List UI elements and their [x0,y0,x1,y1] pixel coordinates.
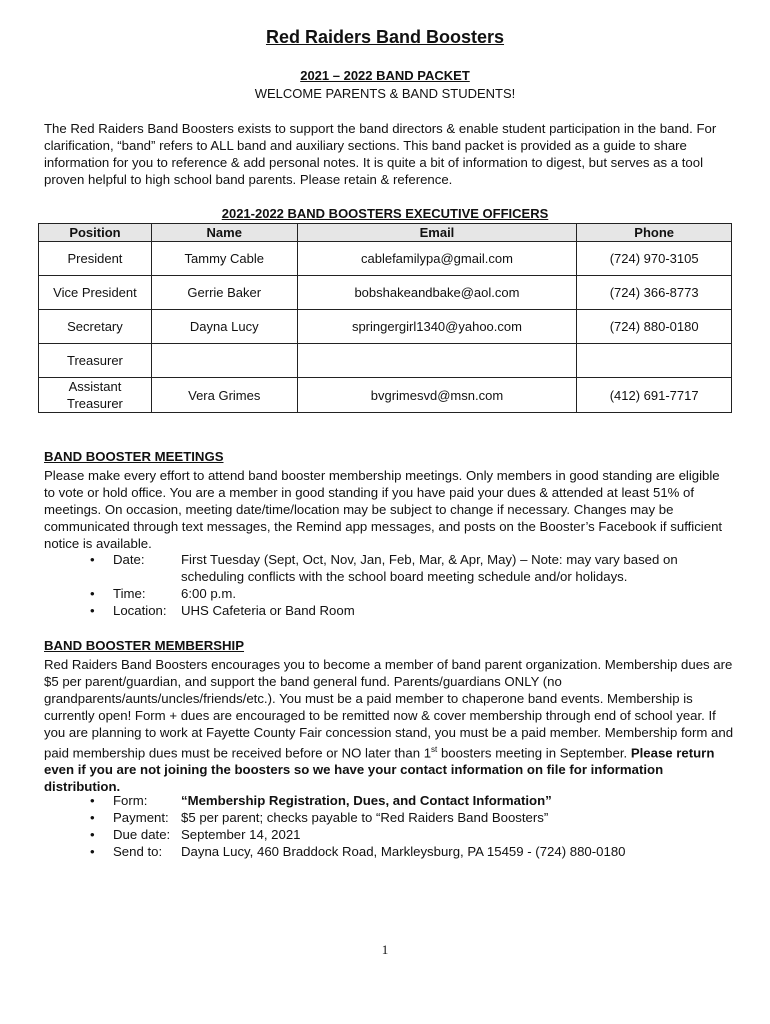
bullet-value: Dayna Lucy, 460 Braddock Road, Markleysburg, PA 15459 - (724) 880-0180 [181,844,626,859]
header-email: Email [297,224,577,242]
name-cell: Tammy Cable [151,242,297,276]
position-cell: Assistant Treasurer [39,378,152,413]
officers-table [38,223,732,413]
list-item [90,585,730,602]
name-cell [151,344,297,378]
bullet-label: Date: [113,552,145,567]
meetings-bullet-list [90,551,730,619]
membership-text-cont: boosters meeting in September. [437,745,631,761]
bullet-icon: • [90,844,95,859]
meetings-heading: BAND BOOSTER MEETINGS [44,449,224,464]
position-cell: Treasurer [39,344,152,378]
header-position: Position [39,224,152,242]
bullet-value: September 14, 2021 [181,827,301,842]
bullet-label: Location: [113,603,167,618]
packet-heading: 2021 – 2022 BAND PACKET [300,68,470,83]
bullet-value: “Membership Registration, Dues, and Contact Information” [181,793,552,808]
position-cell: President [39,242,152,276]
list-item [90,792,730,809]
email-cell [297,344,577,378]
email-cell: bobshakeandbake@aol.com [297,276,577,310]
bullet-label: Send to: [113,844,163,859]
bullet-icon: • [90,603,95,618]
header-name: Name [151,224,297,242]
table-row [39,310,732,344]
table-row [39,344,732,378]
name-cell: Vera Grimes [151,378,297,413]
bullet-value: 6:00 p.m. [181,586,236,601]
ordinal-suffix: st [431,745,438,754]
table-row [39,378,732,413]
bullet-value: First Tuesday (Sept, Oct, Nov, Jan, Feb, Mar, & Apr, May) – Note: may vary based on scheduling conflicts with the school board meeting schedule and/or holidays. [181,552,678,584]
phone-cell [577,344,732,378]
phone-cell: (412) 691-7717 [577,378,732,413]
phone-cell: (724) 366-8773 [577,276,732,310]
name-cell: Gerrie Baker [151,276,297,310]
membership-paragraph [44,656,734,795]
header-phone: Phone [577,224,732,242]
bullet-value: UHS Cafeteria or Band Room [181,603,355,618]
membership-bullet-list [90,792,730,860]
bullet-value: $5 per parent; checks payable to “Red Raiders Band Boosters” [181,810,549,825]
bullet-label: Time: [113,586,146,601]
table-row [39,242,732,276]
bullet-icon: • [90,793,95,808]
bullet-icon: • [90,586,95,601]
list-item [90,809,730,826]
table-header-row [39,224,732,242]
email-cell: springergirl1340@yahoo.com [297,310,577,344]
bullet-icon: • [90,810,95,825]
phone-cell: (724) 970-3105 [577,242,732,276]
bullet-label: Due date: [113,827,171,842]
document-title: Red Raiders Band Boosters [265,27,505,47]
list-item [90,551,730,585]
intro-paragraph: The Red Raiders Band Boosters exists to support the band directors & enable student participation in the band. For clarification, “band” refers to ALL band and auxiliary sections. This band packet is provided as a guide to share information for you to reference & add personal notes. It is quite a bit of information to digest, but serves as a tool proven helpful to high school band parents. Please retain & reference. [44,121,717,187]
position-cell: Vice President [39,276,152,310]
membership-text: Red Raiders Band Boosters encourages you to become a member of band parent organization. Membership dues are $5 per parent/guardian, and support the band general fund. Parents/guardians ONLY (no grandparents/aunts/uncles/friends/etc.). You must be a paid member to chaperone band events. Membership is currently open! Form + dues are encouraged to be remitted now & cover membership through end of school year. If you are planning to work at Fayette County Fair concession stand, you must be a paid member. Membership form and paid membership dues must be received before or NO later than 1 [44,657,734,761]
list-item [90,826,730,843]
bullet-icon: • [90,552,95,567]
membership-notice: Please return even if you are not joining the boosters so we have your contact information on file for information distribution. [44,745,715,795]
membership-heading: BAND BOOSTER MEMBERSHIP [44,638,245,653]
name-cell: Dayna Lucy [151,310,297,344]
welcome-line: WELCOME PARENTS & BAND STUDENTS! [254,86,516,101]
officers-table-title: 2021-2022 BAND BOOSTERS EXECUTIVE OFFICERS [221,206,549,221]
position-cell: Secretary [39,310,152,344]
table-row [39,276,732,310]
phone-cell: (724) 880-0180 [577,310,732,344]
meetings-paragraph: Please make every effort to attend band booster membership meetings. Only members in good standing are eligible to vote or hold office. You are a member in good standing if you have paid your dues & attended at least 51% of meetings. On occasion, meeting date/time/location may be subject to change if necessary. Changes may be communicated through text messages, the Remind app messages, and posts on the Booster’s Facebook if sufficient notice is available. [44,468,723,551]
page-number: 1 [381,942,389,957]
list-item [90,843,730,860]
email-cell: bvgrimesvd@msn.com [297,378,577,413]
bullet-label: Form: [113,793,148,808]
list-item [90,602,730,619]
bullet-icon: • [90,827,95,842]
bullet-label: Payment: [113,810,169,825]
email-cell: cablefamilypa@gmail.com [297,242,577,276]
